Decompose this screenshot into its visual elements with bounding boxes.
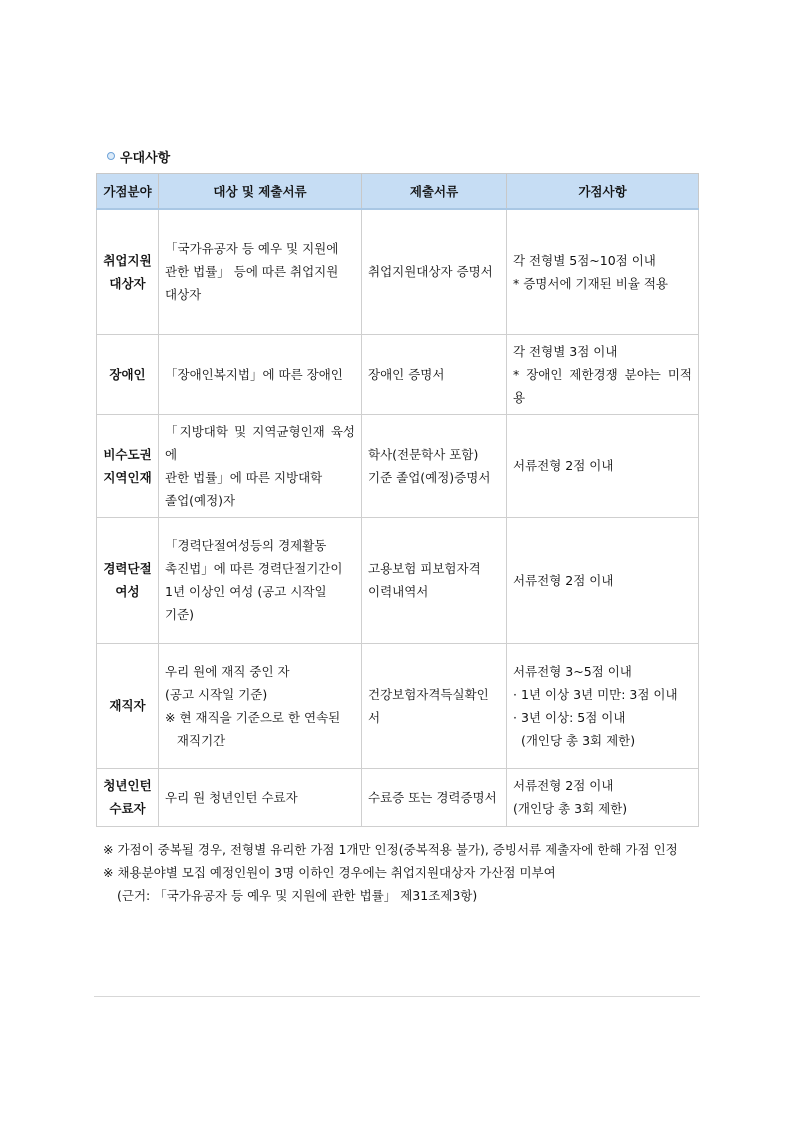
note-quota: ※ 채용분야별 모집 예정인원이 3명 이하인 경우에는 취업지원대상자 가산점 미부여 [103, 865, 556, 880]
footer-divider [94, 996, 700, 997]
row-points: 서류전형 3~5점 이내 · 1년 이상 3년 미만: 3점 이내 · 3년 이상: 5점 이내 (개인당 총 3회 제한) [507, 643, 699, 768]
header-docs: 제출서류 [362, 174, 507, 210]
row-target: 우리 원에 재직 중인 자 (공고 시작일 기준) ※ 현 재직을 기준으로 한 연속된 재직기간 [159, 643, 362, 768]
table-row [97, 768, 699, 826]
row-field: 장애인 [97, 334, 159, 414]
row-field: 청년인턴 수료자 [97, 768, 159, 826]
row-target: 「경력단절여성등의 경제활동 촉진법」에 따른 경력단절기간이 1년 이상인 여성 (공고 시작일 기준) [159, 517, 362, 643]
row-docs: 학사(전문학사 포함) 기준 졸업(예정)증명서 [362, 414, 507, 517]
row-target: 우리 원 청년인턴 수료자 [159, 768, 362, 826]
header-points: 가점사항 [507, 174, 699, 210]
row-field: 경력단절 여성 [97, 517, 159, 643]
note-legal-basis: (근거: 「국가유공자 등 예우 및 지원에 관한 법률」 제31조제3항) [117, 888, 478, 903]
notes [103, 838, 699, 907]
table-header-row [97, 174, 699, 210]
preference-table [96, 173, 699, 827]
row-field: 재직자 [97, 643, 159, 768]
bullet-icon [107, 152, 115, 160]
row-points: 서류전형 2점 이내 [507, 517, 699, 643]
row-points: 각 전형별 3점 이내 * 장애인 제한경쟁 분야는 미적용 [507, 334, 699, 414]
row-points: 각 전형별 5점~10점 이내 * 증명서에 기재된 비율 적용 [507, 209, 699, 334]
row-target: 「장애인복지법」에 따른 장애인 [159, 334, 362, 414]
header-target: 대상 및 제출서류 [159, 174, 362, 210]
header-field: 가점분야 [97, 174, 159, 210]
table-row [97, 334, 699, 414]
row-docs: 취업지원대상자 증명서 [362, 209, 507, 334]
table-row [97, 209, 699, 334]
note-duplicate: ※ 가점이 중복될 경우, 전형별 유리한 가점 1개만 인정(중복적용 불가), 증빙서류 제출자에 한해 가점 인정 [103, 842, 678, 857]
section-title [107, 147, 170, 165]
row-docs: 장애인 증명서 [362, 334, 507, 414]
table-row [97, 643, 699, 768]
row-docs: 건강보험자격득실확인서 [362, 643, 507, 768]
row-points: 서류전형 2점 이내 [507, 414, 699, 517]
section-title-text: 우대사항 [120, 150, 171, 166]
row-target: 「국가유공자 등 예우 및 지원에 관한 법률」 등에 따른 취업지원 대상자 [159, 209, 362, 334]
table-row [97, 414, 699, 517]
row-target: 「지방대학 및 지역균형인재 육성에 관한 법률」에 따른 지방대학 졸업(예정)자 [159, 414, 362, 517]
table-row [97, 517, 699, 643]
row-docs: 고용보험 피보험자격 이력내역서 [362, 517, 507, 643]
row-points: 서류전형 2점 이내 (개인당 총 3회 제한) [507, 768, 699, 826]
row-field: 취업지원 대상자 [97, 209, 159, 334]
row-docs: 수료증 또는 경력증명서 [362, 768, 507, 826]
row-field: 비수도권 지역인재 [97, 414, 159, 517]
